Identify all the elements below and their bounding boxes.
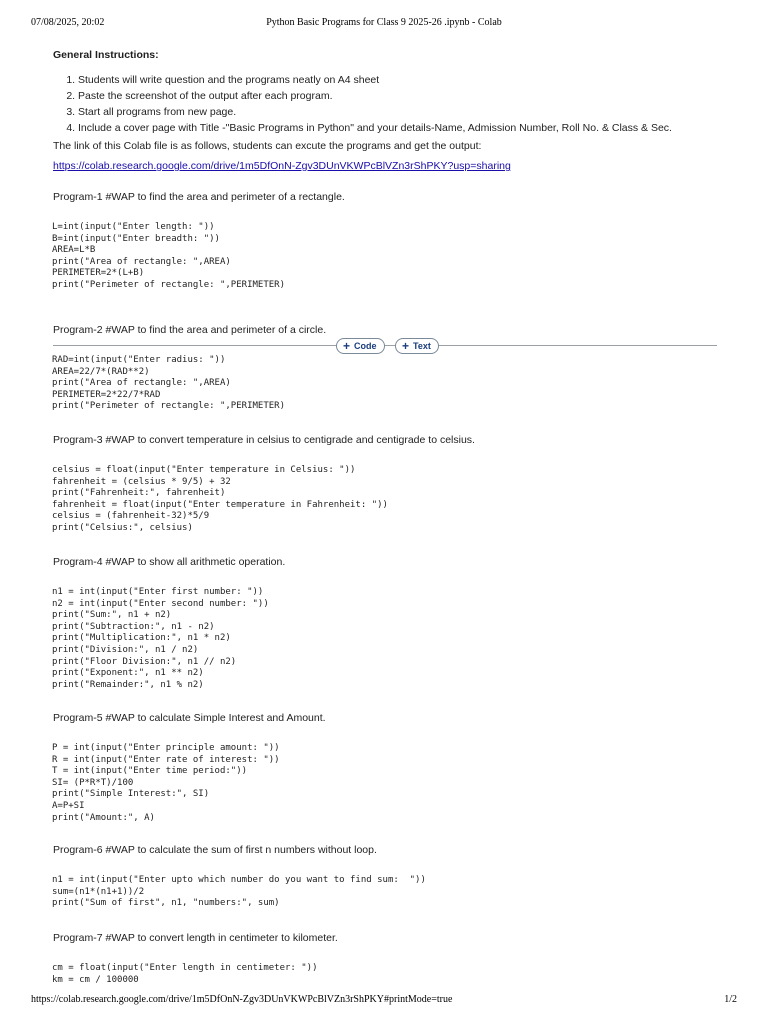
program-5-code[interactable]: P = int(input("Enter principle amount: ")) R = int(input("Enter rate of interest: ")) T = int(input("Enter time period:")) SI= (P*R*T)/100 print("Simple Interest:", SI) A=P+SI print("Amount:", A) [52, 743, 280, 823]
plus-icon: + [343, 339, 351, 353]
instruction-item: 3. Start all programs from new page. [78, 104, 733, 120]
program-6-code[interactable]: n1 = int(input("Enter upto which number do you want to find sum: ")) sum=(n1*(n1+1))/2 print("Sum of first", n1, "numbers:", sum) [52, 875, 426, 909]
program-2-title: Program-2 #WAP to find the area and perimeter of a circle. [53, 324, 327, 336]
program-3-title: Program-3 #WAP to convert temperature in celsius to centigrade and centigrade to celsius. [53, 434, 475, 446]
print-header [0, 17, 768, 31]
print-url: https://colab.research.google.com/drive/1m5DfOnN-Zgv3DUnVKWPcBlVZn3rShPKY#printMode=true [31, 994, 453, 1005]
add-text-label: Text [413, 341, 431, 351]
print-footer [0, 994, 768, 1008]
program-7-code[interactable]: cm = float(input("Enter length in centimeter: ")) km = cm / 100000 [52, 963, 318, 985]
program-4-title: Program-4 #WAP to show all arithmetic operation. [53, 556, 286, 568]
instructions-list [53, 72, 733, 136]
add-text-cell-button[interactable] [395, 338, 439, 354]
program-3-code[interactable]: celsius = float(input("Enter temperature in Celsius: ")) fahrenheit = (celsius * 9/5) + 32 print("Fahrenheit:", fahrenheit) fahrenheit = float(input("Enter temperature in Fahrenheit: ")) celsius = (fahrenheit-32)*5/9 print("Celsius:", celsius) [52, 465, 388, 533]
print-document-title: Python Basic Programs for Class 9 2025-26 .ipynb - Colab [266, 17, 502, 28]
page-number: 1/2 [724, 994, 737, 1005]
program-5-cell [52, 711, 733, 823]
program-1-cell [52, 190, 733, 290]
program-6-title: Program-6 #WAP to calculate the sum of first n numbers without loop. [53, 844, 377, 856]
program-4-cell [52, 555, 733, 690]
program-3-cell [52, 433, 733, 533]
program-2-code[interactable]: RAD=int(input("Enter radius: ")) AREA=22/7*(RAD**2) print("Area of rectangle: ",AREA) PERIMETER=2*22/7*RAD print("Perimeter of rectangle: ",PERIMETER) [52, 355, 285, 412]
insert-divider [53, 345, 717, 346]
instruction-item: 2. Paste the screenshot of the output after each program. [78, 88, 733, 104]
add-code-cell-button[interactable] [336, 338, 385, 354]
colab-share-link[interactable]: https://colab.research.google.com/drive/1m5DfOnN-Zgv3DUnVKWPcBlVZn3rShPKY?usp=sharing [53, 160, 511, 172]
link-intro-text: The link of this Colab file is as follows, students can excute the programs and get the output: [53, 140, 482, 152]
program-7-cell [52, 931, 733, 985]
program-7-title: Program-7 #WAP to convert length in centimeter to kilometer. [53, 932, 338, 944]
insert-cell-toolbar [53, 338, 717, 354]
add-code-label: Code [354, 341, 377, 351]
instruction-item: 4. Include a cover page with Title -"Basic Programs in Python" and your details-Name, Admission Number, Roll No. & Class & Sec. [78, 120, 733, 136]
instructions-heading: General Instructions: [53, 49, 159, 61]
plus-icon: + [402, 339, 410, 353]
instructions-cell [53, 48, 733, 173]
program-5-title: Program-5 #WAP to calculate Simple Interest and Amount. [53, 712, 326, 724]
program-1-title: Program-1 #WAP to find the area and perimeter of a rectangle. [53, 191, 345, 203]
program-4-code[interactable]: n1 = int(input("Enter first number: ")) n2 = int(input("Enter second number: ")) print("Sum:", n1 + n2) print("Subtraction:", n1 - n2) print("Multiplication:", n1 * n2) print("Division:", n1 / n2) print("Floor Division:", n1 // n2) print("Exponent:", n1 ** n2) print("Remainder:", n1 % n2) [52, 587, 269, 690]
instruction-item: 1. Students will write question and the programs neatly on A4 sheet [78, 72, 733, 88]
program-1-code[interactable]: L=int(input("Enter length: ")) B=int(input("Enter breadth: ")) AREA=L*B print("Area of rectangle: ",AREA) PERIMETER=2*(L+B) print("Perimeter of rectangle: ",PERIMETER) [52, 222, 285, 290]
program-6-cell [52, 843, 733, 909]
print-datetime: 07/08/2025, 20:02 [31, 17, 105, 28]
